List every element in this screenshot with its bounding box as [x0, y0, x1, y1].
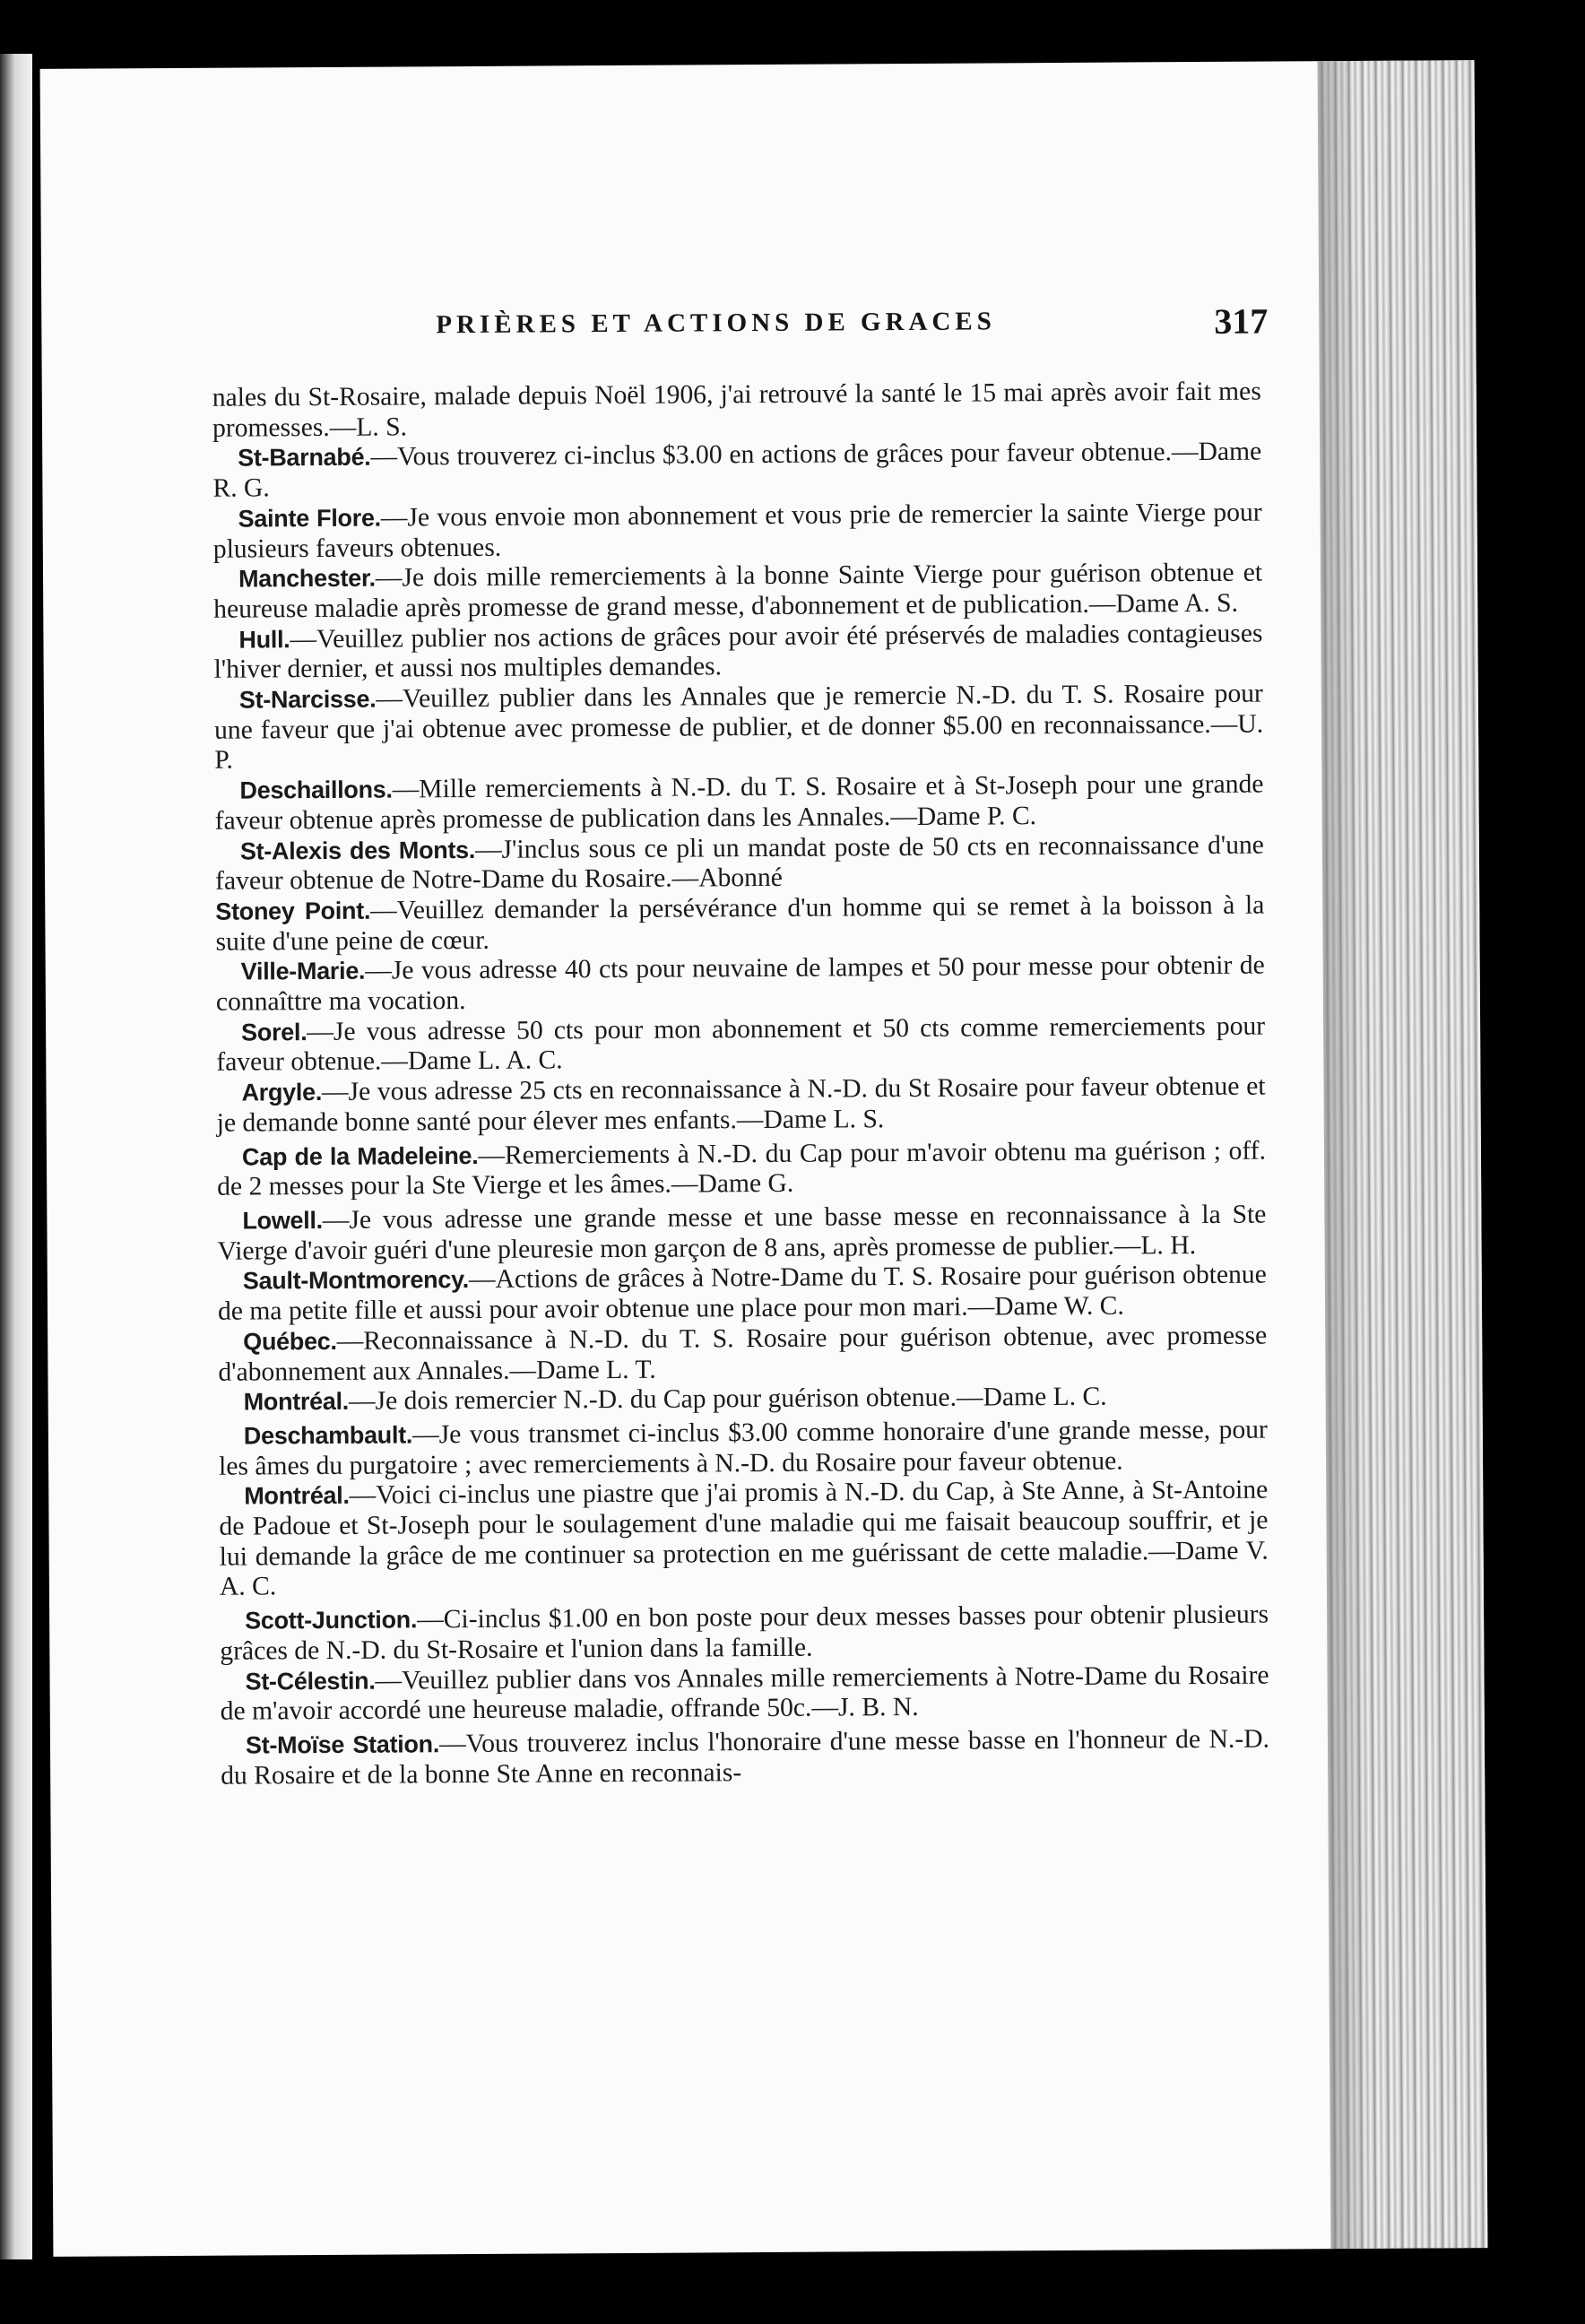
entry-text: —Veuillez demander la persévérance d'un homme qui se remet à la boisson à la suite d'une peine de cœur. [215, 890, 1265, 957]
entry-paragraph [216, 1072, 1265, 1140]
entry-paragraph [217, 1136, 1266, 1203]
entry-text: —Je vous adresse 40 cts pour neuvaine de lampes et 50 pour messe pour obtenir de connaîttre ma vocation. [215, 950, 1265, 1017]
entry-place: Montréal. [243, 1388, 350, 1416]
entry-place: Scott-Junction. [245, 1606, 418, 1635]
entry-paragraph [217, 1201, 1266, 1268]
page-number: 317 [1214, 300, 1269, 342]
page-fore-edge [1318, 60, 1488, 2249]
entry-place: St-Alexis des Monts. [239, 836, 476, 865]
entry-place: Sault-Montmorency. [242, 1266, 470, 1295]
entry-text: —Actions de grâces à Notre-Dame du T. S. Rosaire pour guérison obtenue de ma petite fille et aussi pour avoir obtenue une place pour mon mari.—Dame W. C. [217, 1260, 1267, 1326]
entry-paragraph [215, 891, 1264, 958]
entry-text: nales du St-Rosaire, malade depuis Noël 1906, j'ai retrouvé la santé le 15 mai après avoir fait mes promesses.—L. S. [212, 377, 1261, 443]
entry-place: Lowell. [242, 1206, 323, 1235]
entry-place: St-Barnabé. [238, 444, 371, 472]
entry-place: St-Célestin. [245, 1667, 376, 1695]
entry-text: —Je vous envoie mon abonnement et vous prie de remercier la sainte Vierge pour plusieurs faveurs obtenues. [212, 498, 1262, 564]
entry-place: Montréal. [244, 1482, 350, 1510]
entry-place: Argyle. [241, 1079, 323, 1106]
entry-paragraph [213, 619, 1262, 686]
page-body [212, 377, 1270, 1791]
entry-paragraph [219, 1415, 1268, 1482]
entry-paragraph [218, 1321, 1267, 1388]
entry-paragraph [212, 438, 1261, 505]
entry-text: —Mille remerciements à N.-D. du T. S. Rosaire et à St-Joseph pour une grande faveur obtenue après promesse de publication dans les Annales.—Dame P. C. [214, 769, 1264, 836]
entry-text: —Vous trouverez inclus l'honoraire d'une messe basse en l'honneur de N.-D. du Rosaire et de la bonne Ste Anne en reconnais- [221, 1724, 1270, 1791]
entry-place: Ville-Marie. [240, 958, 366, 985]
entry-text: —Veuillez publier dans les Annales que je remercie N.-D. du T. S. Rosaire pour une faveur que j'ai obtenue avec promesse de publier, et de donner $5.00 en reconnaissance.—U. P. [213, 679, 1264, 776]
entry-place: Québec. [243, 1327, 337, 1356]
adjacent-page-edge [0, 54, 32, 2259]
entry-place: St-Narcisse. [238, 685, 377, 714]
entry-text: —Je vous adresse 25 cts en reconnaissance à N.-D. du St Rosaire pour faveur obtenue et je demande bonne santé pour élever mes enfants.—Dame L. S. [216, 1071, 1266, 1138]
entry-paragraph [214, 680, 1264, 776]
entry-paragraph [216, 951, 1265, 1019]
page-header [436, 299, 1287, 350]
entry-text: —J'inclus sous ce pli un mandat poste de 50 cts en reconnaissance d'une faveur obtenue de Notre-Dame du Rosaire.—Abonné [215, 830, 1264, 896]
book-page [40, 60, 1488, 2257]
entry-text: —Reconnaissance à N.-D. du T. S. Rosaire pour guérison obtenue, avec promesse d'abonnement aux Annales.—Dame L. T. [218, 1321, 1268, 1387]
entry-text: —Je vous transmet ci-inclus $3.00 comme honoraire d'une grande messe, pour les âmes du purgatoire ; avec remerciements à N.-D. du Rosaire pour faveur obtenue. [218, 1415, 1268, 1481]
entry-place: Sorel. [241, 1018, 307, 1046]
entry-paragraph [213, 559, 1262, 626]
entry-place: St-Moïse Station. [245, 1730, 440, 1759]
entry-paragraph [212, 377, 1261, 445]
running-title: PRIÈRES ET ACTIONS DE GRACES [436, 307, 996, 340]
entry-text: —Veuillez publier nos actions de grâces pour avoir été préservés de maladies contagieuses l'hiver dernier, et aussi nos multiples demandes. [213, 619, 1263, 685]
entry-paragraph [213, 498, 1262, 565]
entry-text: —Je vous adresse 50 cts pour mon abonnement et 50 cts comme remerciements pour faveur obtenue.—Dame L. A. C. [216, 1011, 1266, 1078]
entry-place: Sainte Flore. [238, 504, 381, 533]
entry-text: —Je vous adresse une grande messe et une basse messe en reconnaissance à la Ste Vierge d'avoir guéri d'une pleuresie mon garçon de 8 ans, après promesse de publier.—L. H. [217, 1200, 1267, 1266]
entry-text: —Je dois remercier N.-D. du Cap pour guérison obtenue.—Dame L. C. [348, 1382, 1107, 1417]
entry-paragraph [216, 1011, 1265, 1079]
entry-text: —Voici ci-inclus une piastre que j'ai promis à N.-D. du Cap, à Ste Anne, à St-Antoine de Padoue et St-Joseph pour le soulagement d'une maladie qui me faisait beaucoup souffrir, et je lui demande la grâce de me continuer sa protection en me guérissant de cette maladie.—Dame V. A. C. [219, 1475, 1269, 1602]
entry-text: —Veuillez publier dans vos Annales mille remerciements à Notre-Dame du Rosaire de m'avoir accordé une heureuse maladie, offrande 50c.—J. B. N. [220, 1661, 1269, 1726]
entry-text: —Je dois mille remerciements à la bonne Sainte Vierge pour guérison obtenue et heureuse maladie après promesse de grand messe, d'abonnement et de publication.—Dame A. S. [213, 558, 1263, 624]
entry-place: Deschaillons. [239, 776, 393, 804]
entry-text: —Remerciements à N.-D. du Cap pour m'avoir obtenu ma guérison ; off. de 2 messes pour la Ste Vierge et les âmes.—Dame G. [217, 1136, 1267, 1202]
entry-paragraph [215, 830, 1264, 898]
entry-text: —Vous trouverez ci-inclus $3.00 en actions de grâces pour faveur obtenue.—Dame R. G. [212, 438, 1262, 503]
entry-place: Manchester. [238, 564, 376, 593]
entry-paragraph [218, 1261, 1267, 1328]
entry-paragraph [220, 1661, 1269, 1728]
entry-place: Cap de la Madeleine. [241, 1141, 479, 1171]
entry-place: Hull. [238, 625, 290, 654]
entry-paragraph [221, 1725, 1269, 1792]
entry-place: Stoney Point. [215, 897, 371, 925]
entry-paragraph [214, 770, 1263, 837]
entry-paragraph [219, 1476, 1269, 1603]
entry-paragraph [220, 1600, 1269, 1668]
entry-text: —Ci-inclus $1.00 en bon poste pour deux messes basses pour obtenir plusieurs grâces de N.-D. du St-Rosaire et l'union dans la famille. [220, 1600, 1269, 1666]
entry-place: Deschambault. [243, 1421, 413, 1450]
